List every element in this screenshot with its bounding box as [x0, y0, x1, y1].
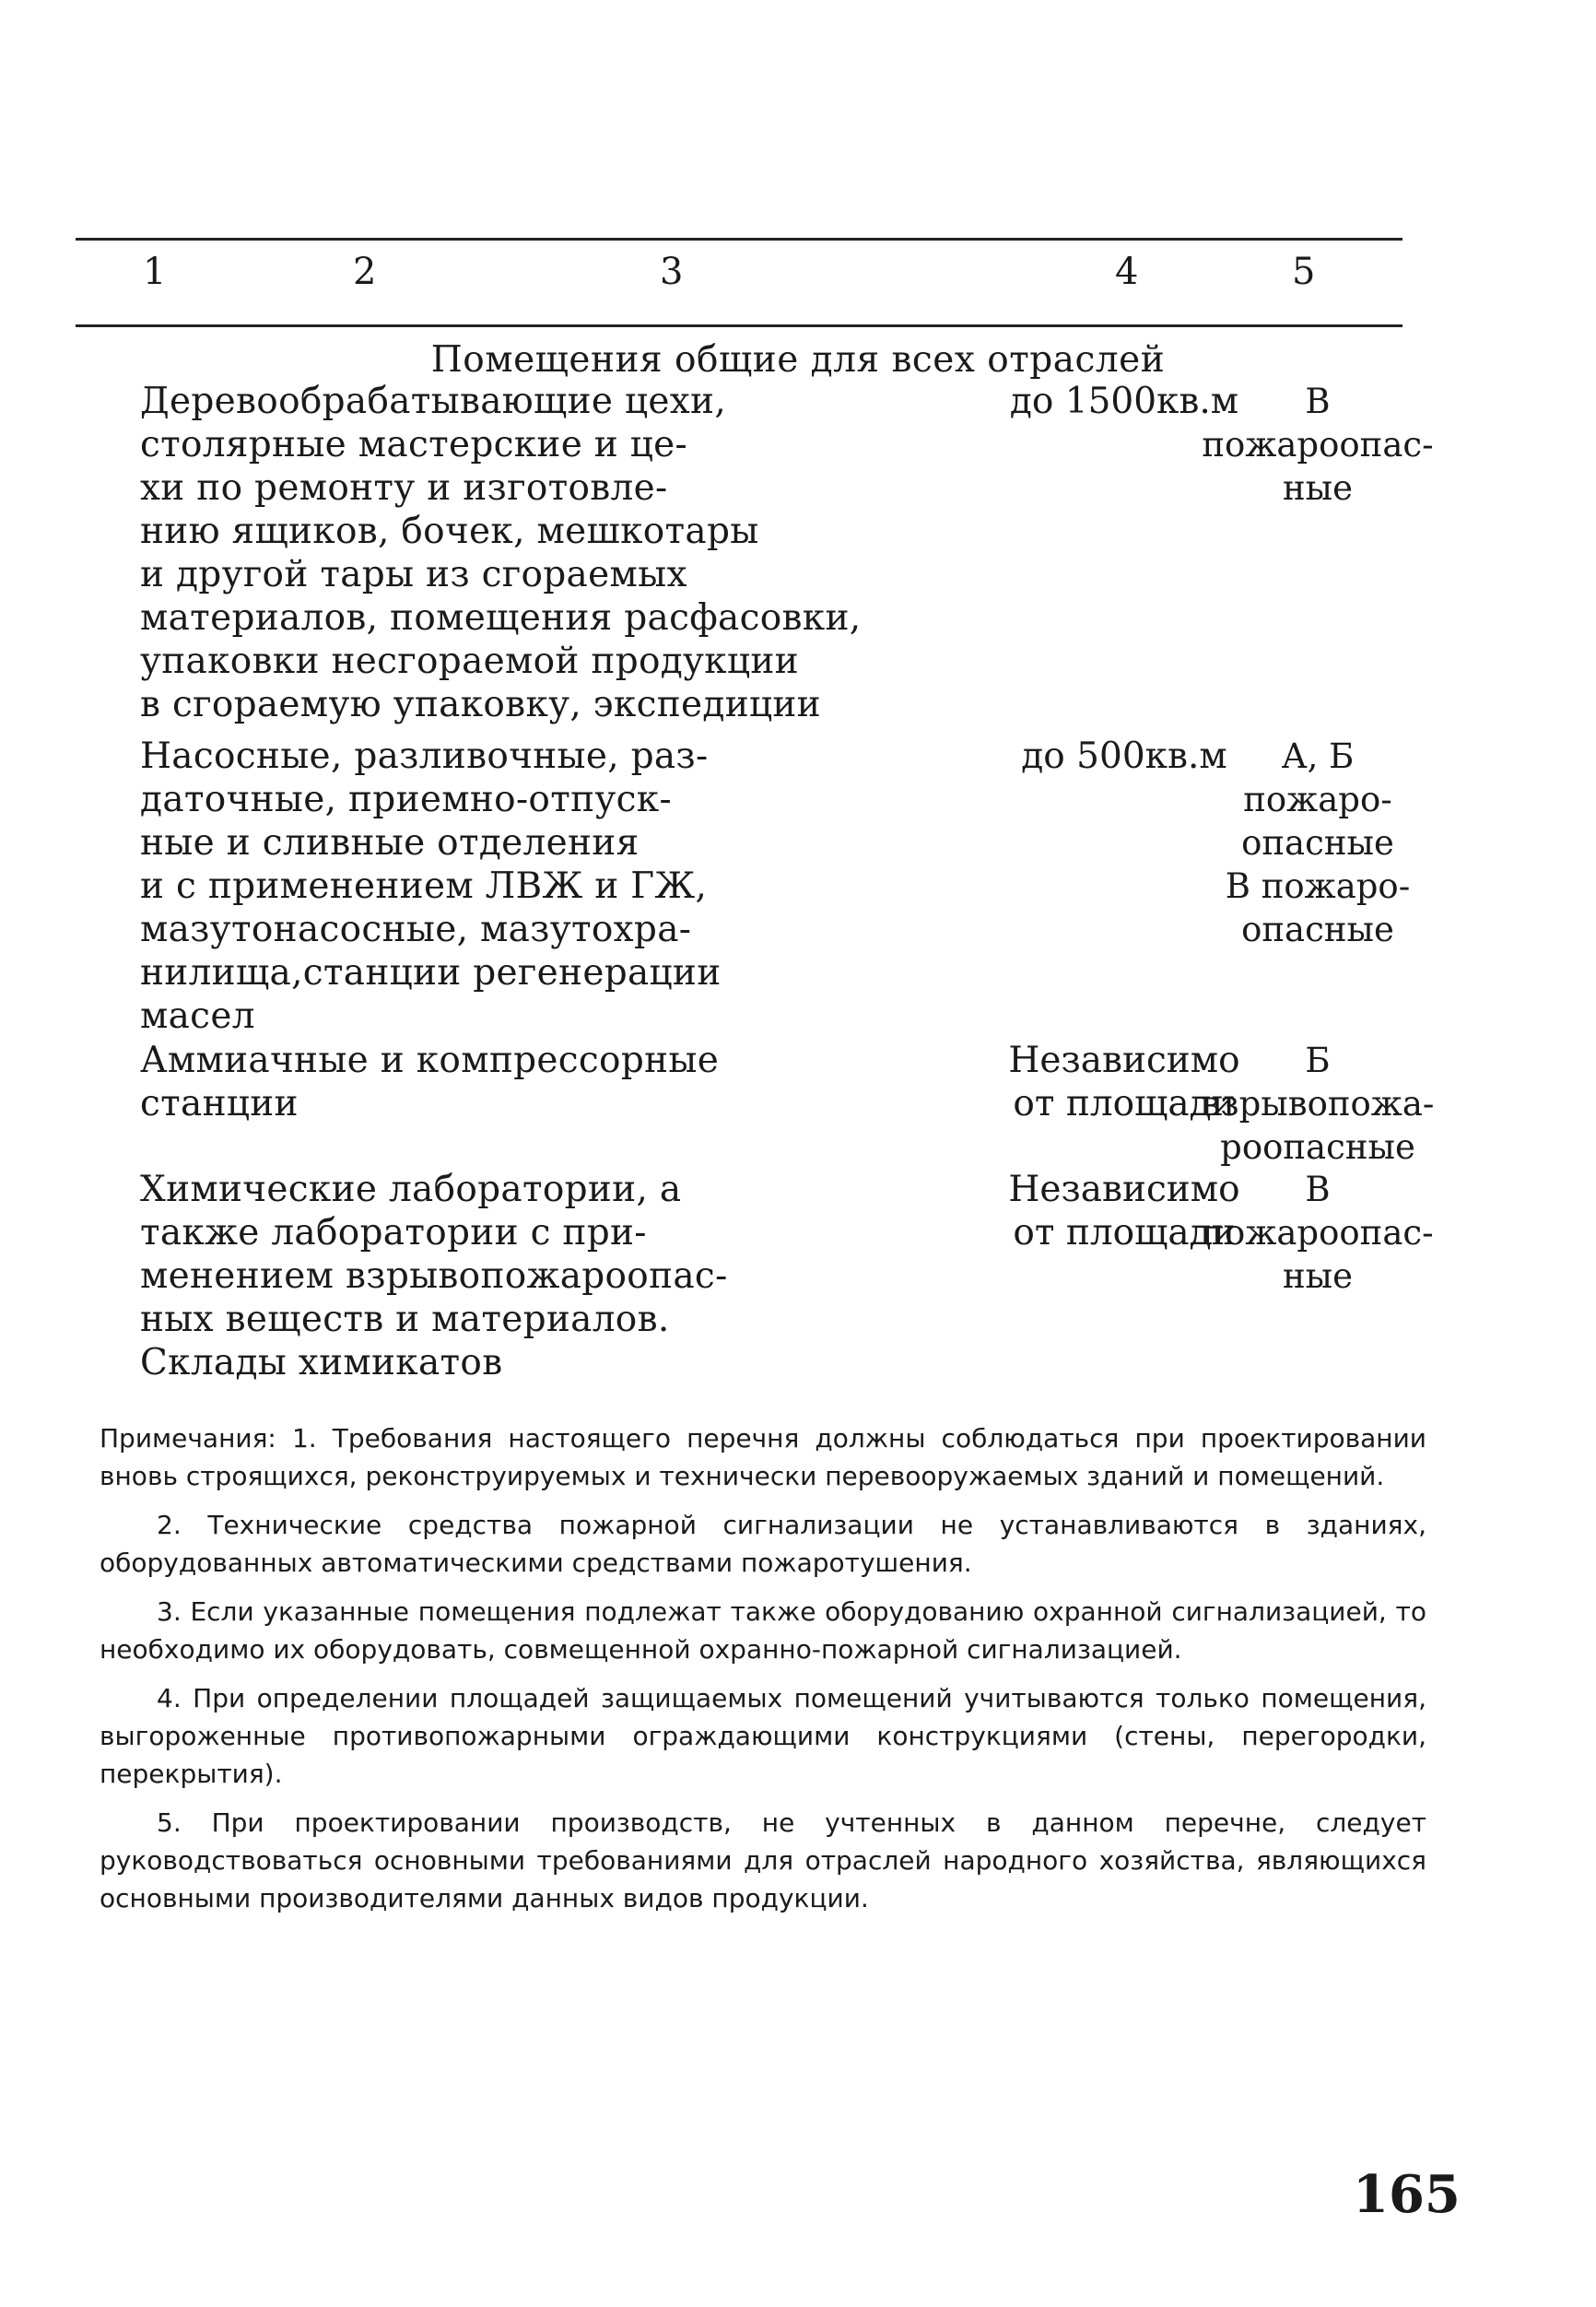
line: Деревообрабатывающие цехи, [140, 381, 727, 422]
line: от площади [1013, 1083, 1236, 1124]
column-header-2: 2 [353, 251, 377, 293]
line: мазутонасосные, мазутохра- [140, 909, 692, 950]
line: роопасные [1220, 1127, 1415, 1167]
row-description [140, 1039, 719, 1125]
line: в сгораемую упаковку, экспедиции [140, 684, 821, 725]
line: Химические лаборатории, а [140, 1169, 682, 1210]
table-header-rule [76, 324, 1402, 327]
column-header-4: 4 [1115, 251, 1139, 293]
column-header-1: 1 [143, 251, 167, 293]
line: пожароопас- [1202, 425, 1434, 465]
column-header-3: 3 [660, 251, 684, 293]
line: Б [1305, 1041, 1331, 1080]
line: до 1500кв.м [1009, 381, 1239, 422]
row-category [1189, 1039, 1447, 1169]
line: А, Б [1281, 736, 1355, 776]
line: ные [1282, 1256, 1353, 1296]
line: Независимо [1008, 1040, 1240, 1081]
page-number: 165 [1353, 2164, 1461, 2225]
line: Независимо [1008, 1169, 1240, 1210]
notes [100, 1419, 1426, 1928]
row-category [1189, 735, 1447, 951]
line: пожароопас- [1202, 1213, 1434, 1253]
note-4: 4. При определении площадей защищаемых помещений учитываются только помещения, выгороженные противопожарными ограждающими конструкциями (стены, перегородки, перекрытия). [100, 1683, 1426, 1789]
line: ные и сливные отделения [140, 822, 640, 864]
line: Насосные, разливочные, раз- [140, 736, 709, 777]
line: опасные [1241, 910, 1394, 949]
line: материалов, помещения расфасовки, [140, 597, 862, 639]
line: ных веществ и материалов. [140, 1299, 670, 1340]
line: также лаборатории с при- [140, 1212, 647, 1254]
row-category [1189, 1168, 1447, 1298]
note-1: Примечания: 1. Требования настоящего перечня должны соблюдаться при проектировании вновь строящихся, реконструируемых и технически перевооружаемых зданий и помещений. [100, 1423, 1426, 1491]
note-3: 3. Если указанные помещения подлежат также оборудованию охранной сигнализацией, то необходимо их оборудовать, совмещенной охранно-пожарной сигнализацией. [100, 1596, 1426, 1665]
line: хи по ремонту и изготовле- [140, 467, 668, 509]
line: упаковки несгораемой продукции [140, 641, 799, 682]
line: В [1305, 1170, 1331, 1209]
line: Аммиачные и компрессорные [140, 1040, 720, 1081]
line: от площади [1013, 1212, 1236, 1254]
section-title: Помещения общие для всех отраслей [430, 339, 1166, 381]
line: и другой тары из сгораемых [140, 554, 687, 595]
line: станции [140, 1083, 299, 1124]
row-description [140, 380, 861, 726]
line: даточные, приемно-отпуск- [140, 779, 672, 820]
line: нилища,станции регенерации [140, 952, 722, 994]
line: В пожаро- [1225, 866, 1411, 906]
line: взрывопожа- [1201, 1084, 1435, 1124]
line: масел [140, 995, 255, 1037]
note-2: 2. Технические средства пожарной сигнализации не устанавливаются в зданиях, оборудованных автоматическими средствами пожаротушения. [100, 1510, 1426, 1578]
line: опасные [1241, 823, 1394, 863]
line: В [1305, 382, 1331, 421]
line: нию ящиков, бочек, мешкотары [140, 511, 759, 552]
row-description [140, 1168, 728, 1384]
line: столярные мастерские и це- [140, 424, 688, 465]
row-description [140, 735, 722, 1038]
row-category [1189, 380, 1447, 510]
line: и с применением ЛВЖ и ГЖ, [140, 865, 708, 907]
line: ные [1282, 468, 1353, 508]
line: пожаро- [1243, 780, 1392, 819]
line: до 500кв.м [1021, 736, 1227, 777]
table-top-rule [76, 238, 1402, 241]
line: менением взрывопожароопас- [140, 1255, 728, 1297]
line: Склады химикатов [140, 1342, 503, 1383]
note-5: 5. При проектировании производств, не учтенных в данном перечне, следует руководствоваться основными требованиями для отраслей народного хозяйства, являющихся основными производителями данных видов продукции. [100, 1807, 1426, 1913]
column-header-5: 5 [1292, 251, 1316, 293]
